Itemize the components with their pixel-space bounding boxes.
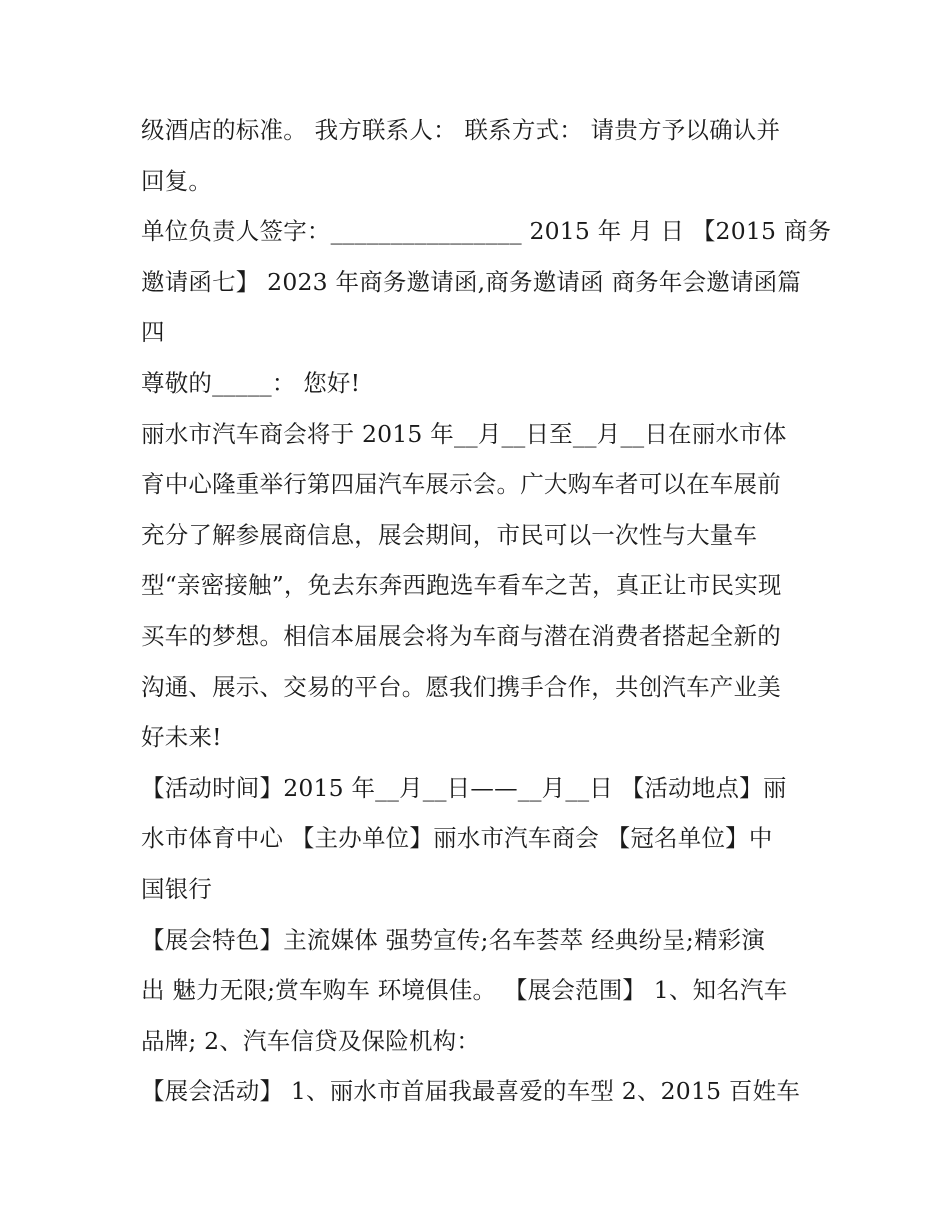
- text-line: 品牌; 2、汽车信贷及保险机构：: [141, 1026, 481, 1055]
- text-line: 型“亲密接触”，免去东奔西跑选车看车之苦，真正让市民实现: [141, 571, 782, 600]
- text-line: 【展会特色】主流媒体 强势宣传;名车荟萃 经典纷呈;精彩演: [141, 925, 766, 954]
- text-line: 四: [141, 318, 165, 347]
- text-line: 丽水市汽车商会将于 2015 年__月__日至__月__日在丽水市体: [141, 419, 787, 448]
- text-line: 水市体育中心 【主办单位】丽水市汽车商会 【冠名单位】中: [141, 824, 773, 853]
- text-line: 买车的梦想。相信本届展会将为车商与潜在消费者搭起全新的: [141, 621, 781, 650]
- text-line: 单位负责人签字：________________ 2015 年 月 日 【2015 商务: [141, 217, 832, 246]
- text-line: 【展会活动】 1、丽水市首届我最喜爱的车型 2、2015 百姓车: [141, 1077, 801, 1106]
- text-line: 级酒店的标准。 我方联系人： 联系方式： 请贵方予以确认并: [141, 116, 781, 144]
- text-line: 充分了解参展商信息，展会期间，市民可以一次性与大量车: [141, 520, 758, 549]
- text-line: 邀请函七】 2023 年商务邀请函,商务邀请函 商务年会邀请函篇: [141, 267, 802, 296]
- text-line: 尊敬的_____： 您好!: [141, 368, 361, 397]
- text-line: 出 魅力无限;赏车购车 环境俱佳。 【展会范围】 1、知名汽车: [141, 976, 788, 1005]
- text-line: 【活动时间】2015 年__月__日——__月__日 【活动地点】丽: [141, 773, 787, 802]
- text-line: 育中心隆重举行第四届汽车展示会。广大购车者可以在车展前: [141, 470, 781, 499]
- text-line: 好未来!: [141, 723, 222, 752]
- text-line: 国银行: [141, 874, 213, 903]
- text-line: 沟通、展示、交易的平台。愿我们携手合作，共创汽车产业美: [141, 672, 781, 701]
- text-line: 回复。: [141, 166, 213, 195]
- document-page: [141, 105, 832, 1117]
